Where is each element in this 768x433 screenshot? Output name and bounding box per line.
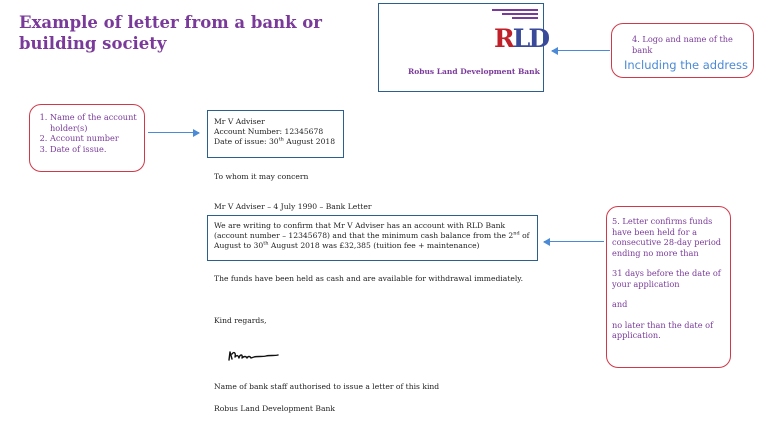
page-title: Example of letter from a bank or building society [19, 13, 322, 53]
closing: Kind regards, [214, 316, 267, 325]
arrow-to-paragraph [544, 241, 604, 242]
callout-line: and [612, 299, 628, 309]
staff-name-line: Name of bank staff authorised to issue a letter of this kind [214, 382, 440, 391]
arrow-to-logo [552, 50, 610, 51]
callout-line: no later than the date of application. [612, 319, 714, 340]
callout-logo [611, 23, 754, 78]
callout-line: 31 days before the date of your application [612, 268, 721, 289]
recipient-block [207, 110, 344, 158]
letter-bank-name: Robus Land Development Bank [214, 404, 335, 413]
date-of-issue: Date of issue: 30th August 2018 [214, 136, 336, 146]
funds-statement: The funds have been held as cash and are available for withdrawal immediately. [214, 274, 523, 283]
callout-line: 5. Letter confirms funds have been held for a consecutive 28-day period ending no more than [612, 216, 722, 258]
callout-account-details [29, 104, 145, 172]
callout-confirmation [606, 206, 731, 368]
confirmation-paragraph: We are writing to confirm that Mr V Adviser has an account with RLD Bank (account number – 12345678) and that the minimum cash balance from the 2nd of August to 30th August 2018 was £32,385 (tuition fee + maintenance) [207, 215, 538, 261]
callout-item: 3. Date of issue. [50, 144, 138, 155]
callout-logo-text: 4. Logo and name of the bank [632, 34, 733, 55]
letter-subject: Mr V Adviser – 4 July 1990 – Bank Letter [214, 202, 372, 211]
callout-item: 1. Name of the account holder(s) [50, 112, 138, 133]
bank-logo: RLD [494, 24, 549, 53]
arrow-to-address [148, 132, 199, 133]
bank-name: Robus Land Development Bank [408, 67, 540, 76]
logo-stripes-icon [492, 9, 538, 23]
callout-item: 2. Account number [50, 133, 138, 144]
callout-logo-address: Including the address [624, 58, 748, 72]
account-number: Account Number: 12345678 [214, 127, 324, 136]
salutation: To whom it may concern [214, 172, 309, 181]
callout-account-list [36, 112, 138, 154]
signature-image [226, 348, 282, 364]
recipient-name: Mr V Adviser [214, 117, 265, 126]
